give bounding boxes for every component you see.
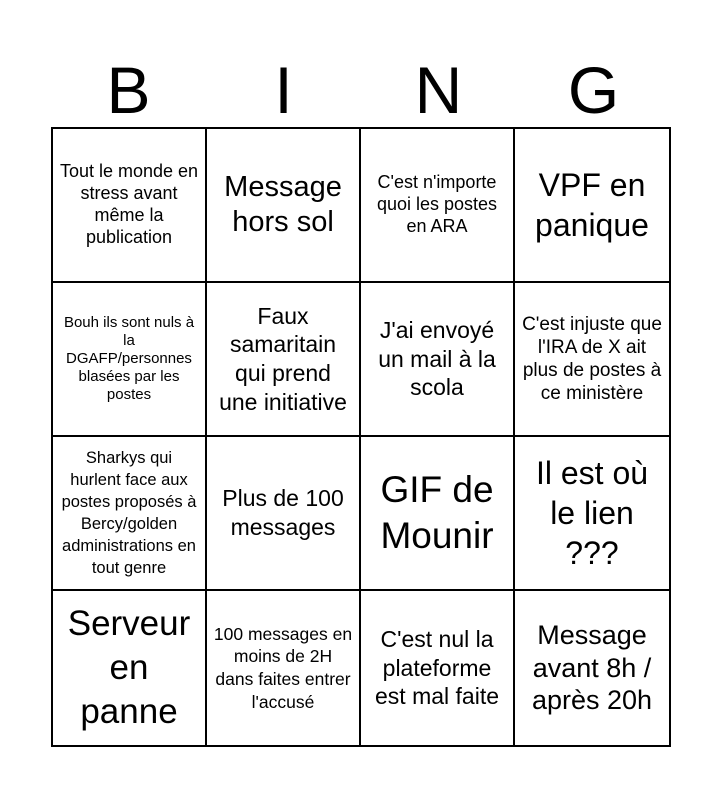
bingo-cell-13[interactable] xyxy=(53,591,207,745)
header-letter-n: N xyxy=(414,53,463,127)
bingo-cell-11[interactable] xyxy=(361,437,515,591)
bingo-cell-10[interactable] xyxy=(207,437,361,591)
bingo-cell-4[interactable] xyxy=(515,129,669,283)
bingo-cell-text: Tout le monde en stress avant même la publication xyxy=(59,161,199,247)
bingo-cell-text: Sharkys qui hurlent face aux postes proposés à Bercy/golden administrations en tout genre xyxy=(61,448,197,578)
bingo-cell-16[interactable] xyxy=(515,591,669,745)
bingo-cell-text: Serveur en panne xyxy=(67,604,191,731)
bingo-cell-14[interactable] xyxy=(207,591,361,745)
bingo-cell-1[interactable] xyxy=(53,129,207,283)
bingo-cell-9[interactable] xyxy=(53,437,207,591)
header-letter-g: G xyxy=(567,53,620,127)
bingo-cell-text: VPF en panique xyxy=(535,167,649,243)
bingo-cell-text: Plus de 100 messages xyxy=(222,485,344,540)
bingo-cell-text: 100 messages en moins de 2H dans faites entrer l'accusé xyxy=(213,623,353,712)
bingo-cell-text: C'est injuste que l'IRA de X ait plus de postes à ce ministère xyxy=(522,313,662,405)
bingo-cell-text: Bouh ils sont nuls à la DGAFP/personnes blasées par les postes xyxy=(63,314,195,403)
bingo-cell-5[interactable] xyxy=(53,283,207,437)
bingo-cell-12[interactable] xyxy=(515,437,669,591)
bingo-cell-15[interactable] xyxy=(361,591,515,745)
header-letter-b: B xyxy=(106,53,151,127)
bingo-cell-text: C'est nul la plateforme est mal faite xyxy=(375,625,499,710)
bingo-cell-text: Message hors sol xyxy=(224,171,342,238)
bingo-cell-7[interactable] xyxy=(361,283,515,437)
bingo-cell-text: C'est n'importe quoi les postes en ARA xyxy=(376,172,498,236)
bingo-cell-text: Faux samaritain qui prend une initiative xyxy=(219,302,347,415)
bingo-cell-text: Message avant 8h / après 20h xyxy=(531,620,653,716)
bingo-cell-8[interactable] xyxy=(515,283,669,437)
bingo-cell-6[interactable] xyxy=(207,283,361,437)
bingo-cell-2[interactable] xyxy=(207,129,361,283)
header-letter-i: I xyxy=(274,53,293,127)
bingo-cell-text: J'ai envoyé un mail à la scola xyxy=(378,316,496,401)
bingo-cell-3[interactable] xyxy=(361,129,515,283)
bingo-header xyxy=(51,52,671,128)
bingo-cell-text: Il est où le lien ??? xyxy=(535,455,649,571)
bingo-board xyxy=(51,127,671,747)
bingo-cell-text: GIF de Mounir xyxy=(380,468,494,556)
